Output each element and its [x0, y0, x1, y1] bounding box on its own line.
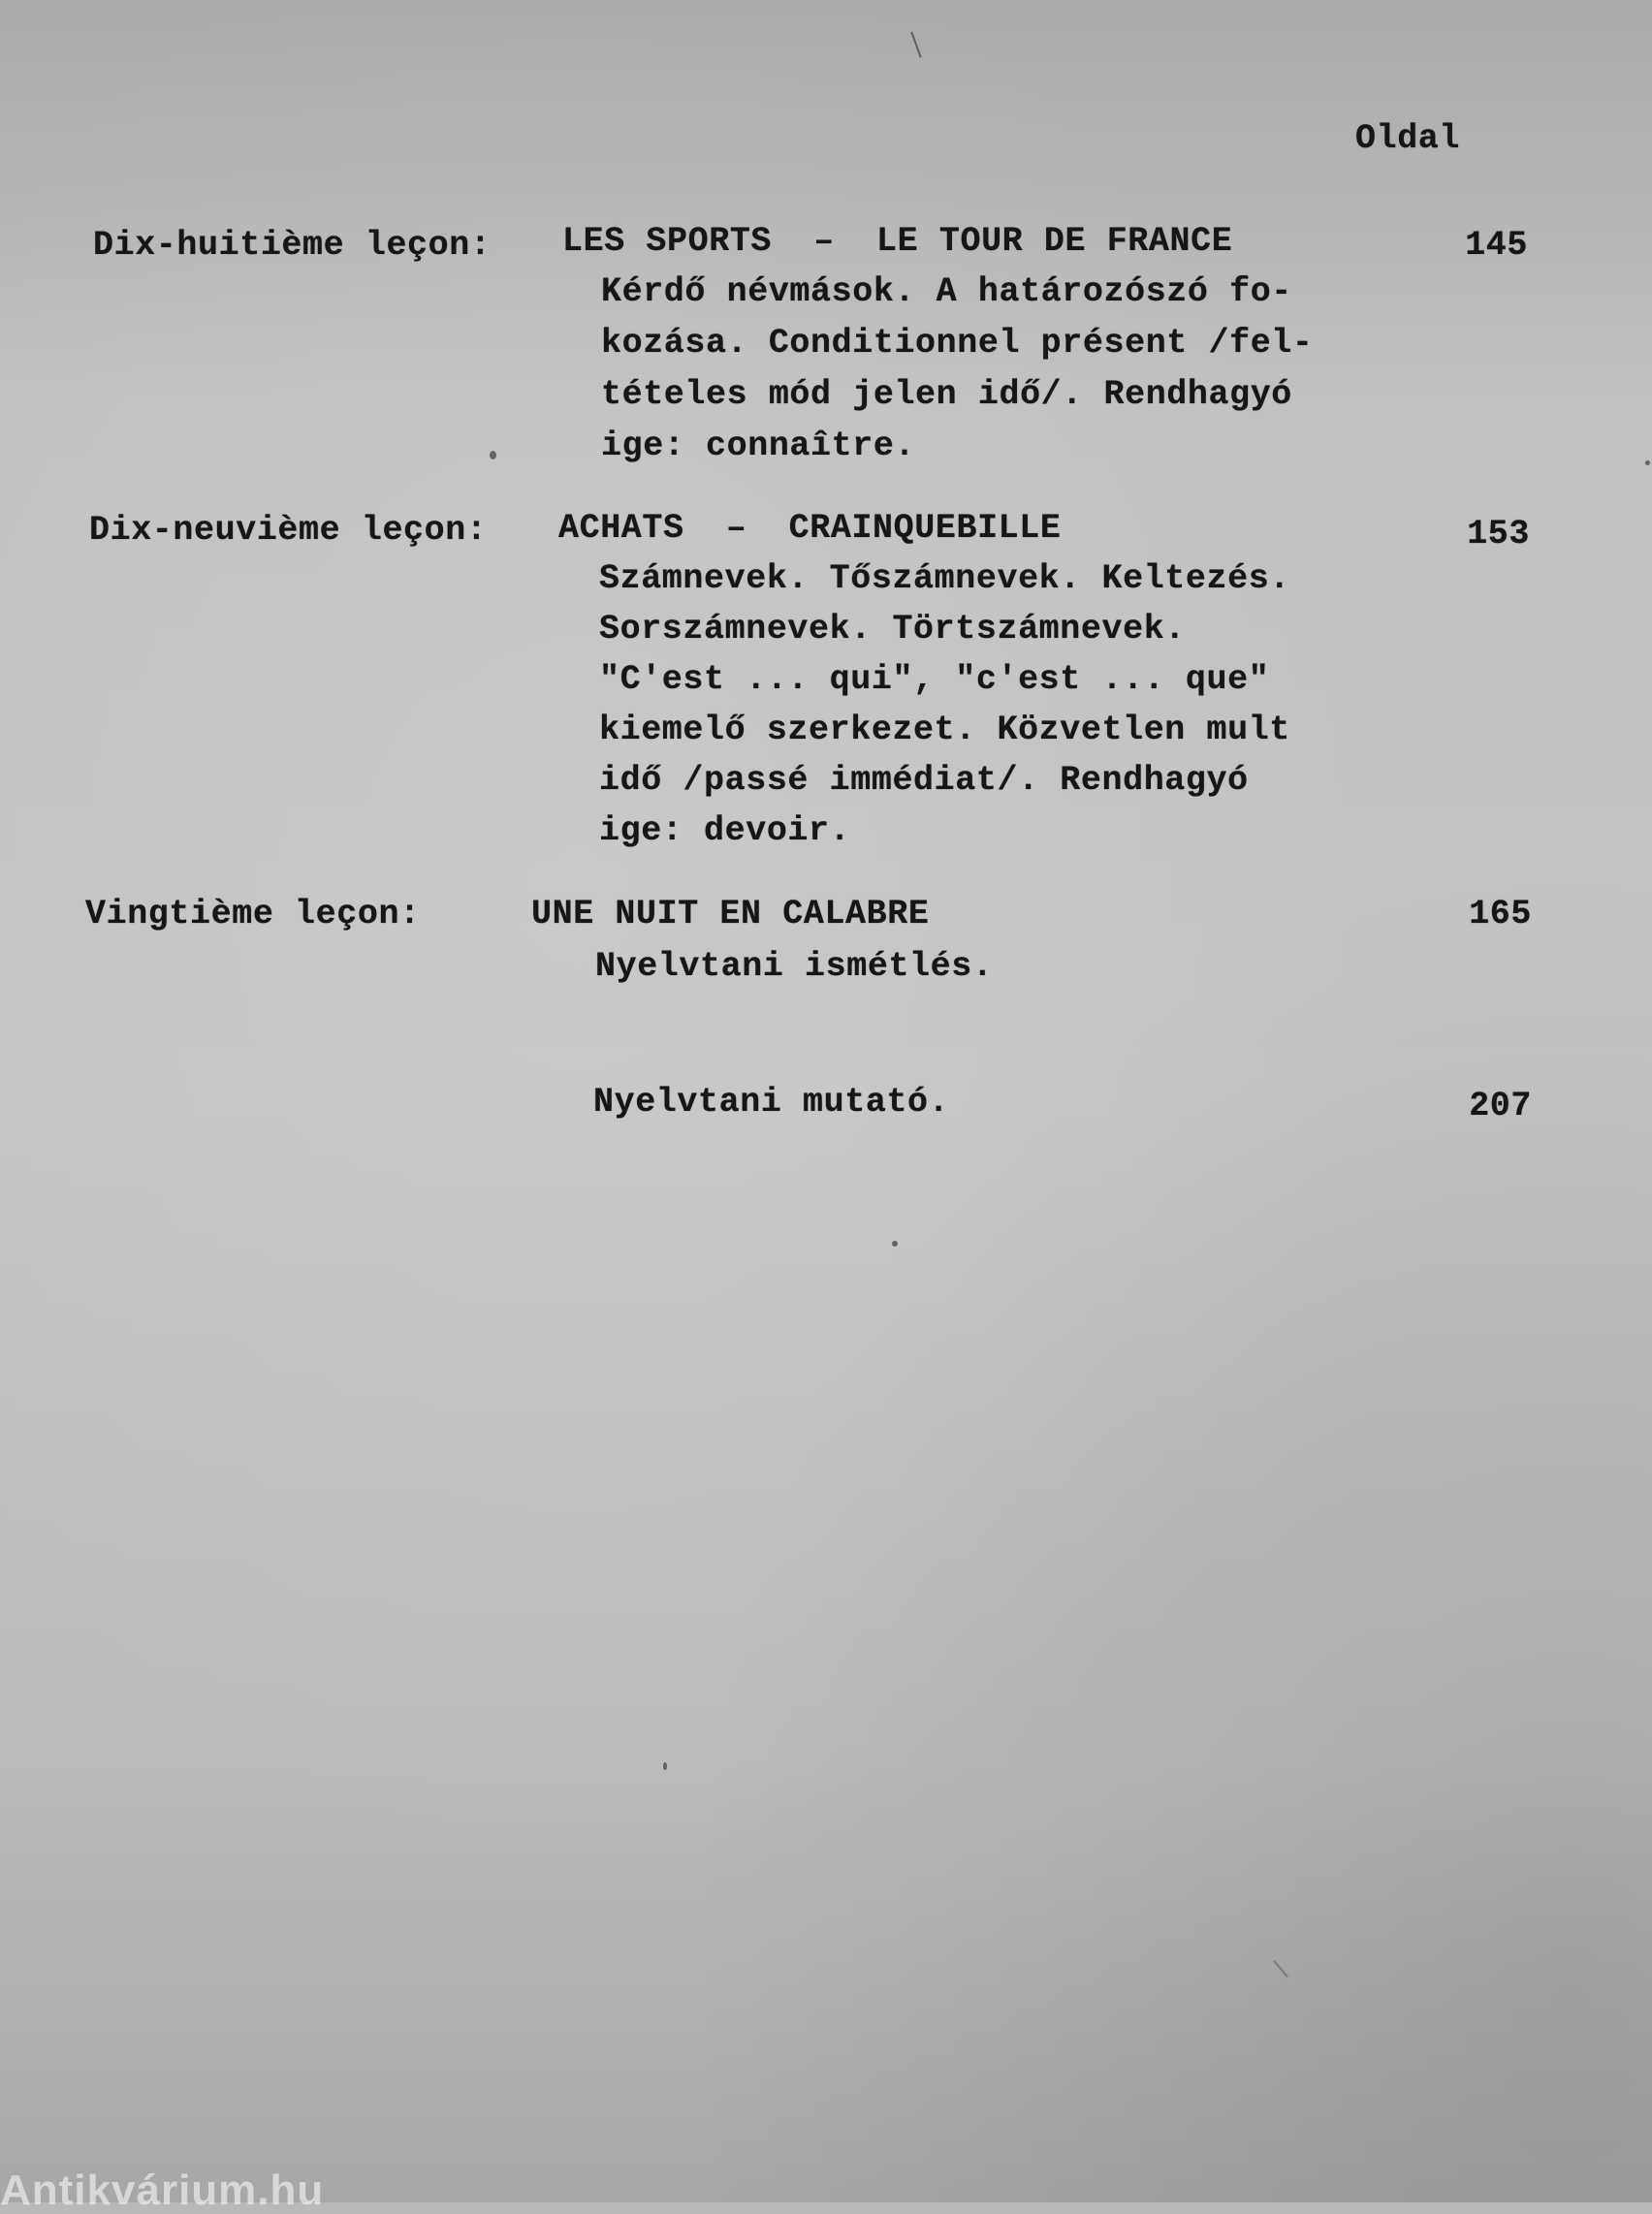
lesson-description-line: kiemelő szerkezet. Közvetlen mult — [599, 711, 1290, 749]
lesson-title: ACHATS – CRAINQUEBILLE — [558, 509, 1062, 548]
lesson-label: Dix-neuvième leçon: — [89, 511, 488, 550]
watermark: Antikvárium.hu — [0, 2167, 325, 2214]
lesson-page-number: 153 — [1467, 515, 1530, 554]
lesson-label: Vingtième leçon: — [85, 895, 421, 933]
lesson-description-line: Számnevek. Tőszámnevek. Keltezés. — [599, 559, 1290, 598]
lesson-description-line: ige: devoir. — [599, 811, 851, 850]
lesson-description-line: tételes mód jelen idő/. Rendhagyó — [601, 375, 1292, 414]
lesson-page-number: 145 — [1465, 226, 1528, 265]
lesson-description-line: ige: connaître. — [601, 427, 916, 465]
lesson-description-line: kozása. Conditionnel présent /fel- — [601, 324, 1314, 363]
paper-speck — [663, 1762, 667, 1770]
lesson-title: LES SPORTS – LE TOUR DE FRANCE — [562, 222, 1233, 261]
grammar-index-page-number: 207 — [1469, 1087, 1532, 1125]
lesson-page-number: 165 — [1469, 895, 1532, 933]
lesson-title: UNE NUIT EN CALABRE — [531, 895, 930, 933]
lesson-description-line: Nyelvtani ismétlés. — [595, 947, 994, 986]
paper-speck — [490, 451, 496, 459]
paper-scratch — [910, 32, 921, 58]
lesson-description-line: Sorszámnevek. Törtszámnevek. — [599, 610, 1186, 648]
paper-speck — [1645, 460, 1650, 465]
paper-scratch — [1273, 1960, 1288, 1977]
paper-speck — [892, 1241, 898, 1247]
lesson-description-line: Kérdő névmások. A határozószó fo- — [601, 272, 1292, 311]
lesson-description-line: "C'est ... qui", "c'est ... que" — [599, 660, 1270, 699]
page-column-header: Oldal — [1355, 119, 1461, 158]
lesson-label: Dix-huitième leçon: — [93, 226, 492, 265]
grammar-index-label: Nyelvtani mutató. — [593, 1083, 950, 1122]
lesson-description-line: idő /passé immédiat/. Rendhagyó — [599, 761, 1249, 800]
